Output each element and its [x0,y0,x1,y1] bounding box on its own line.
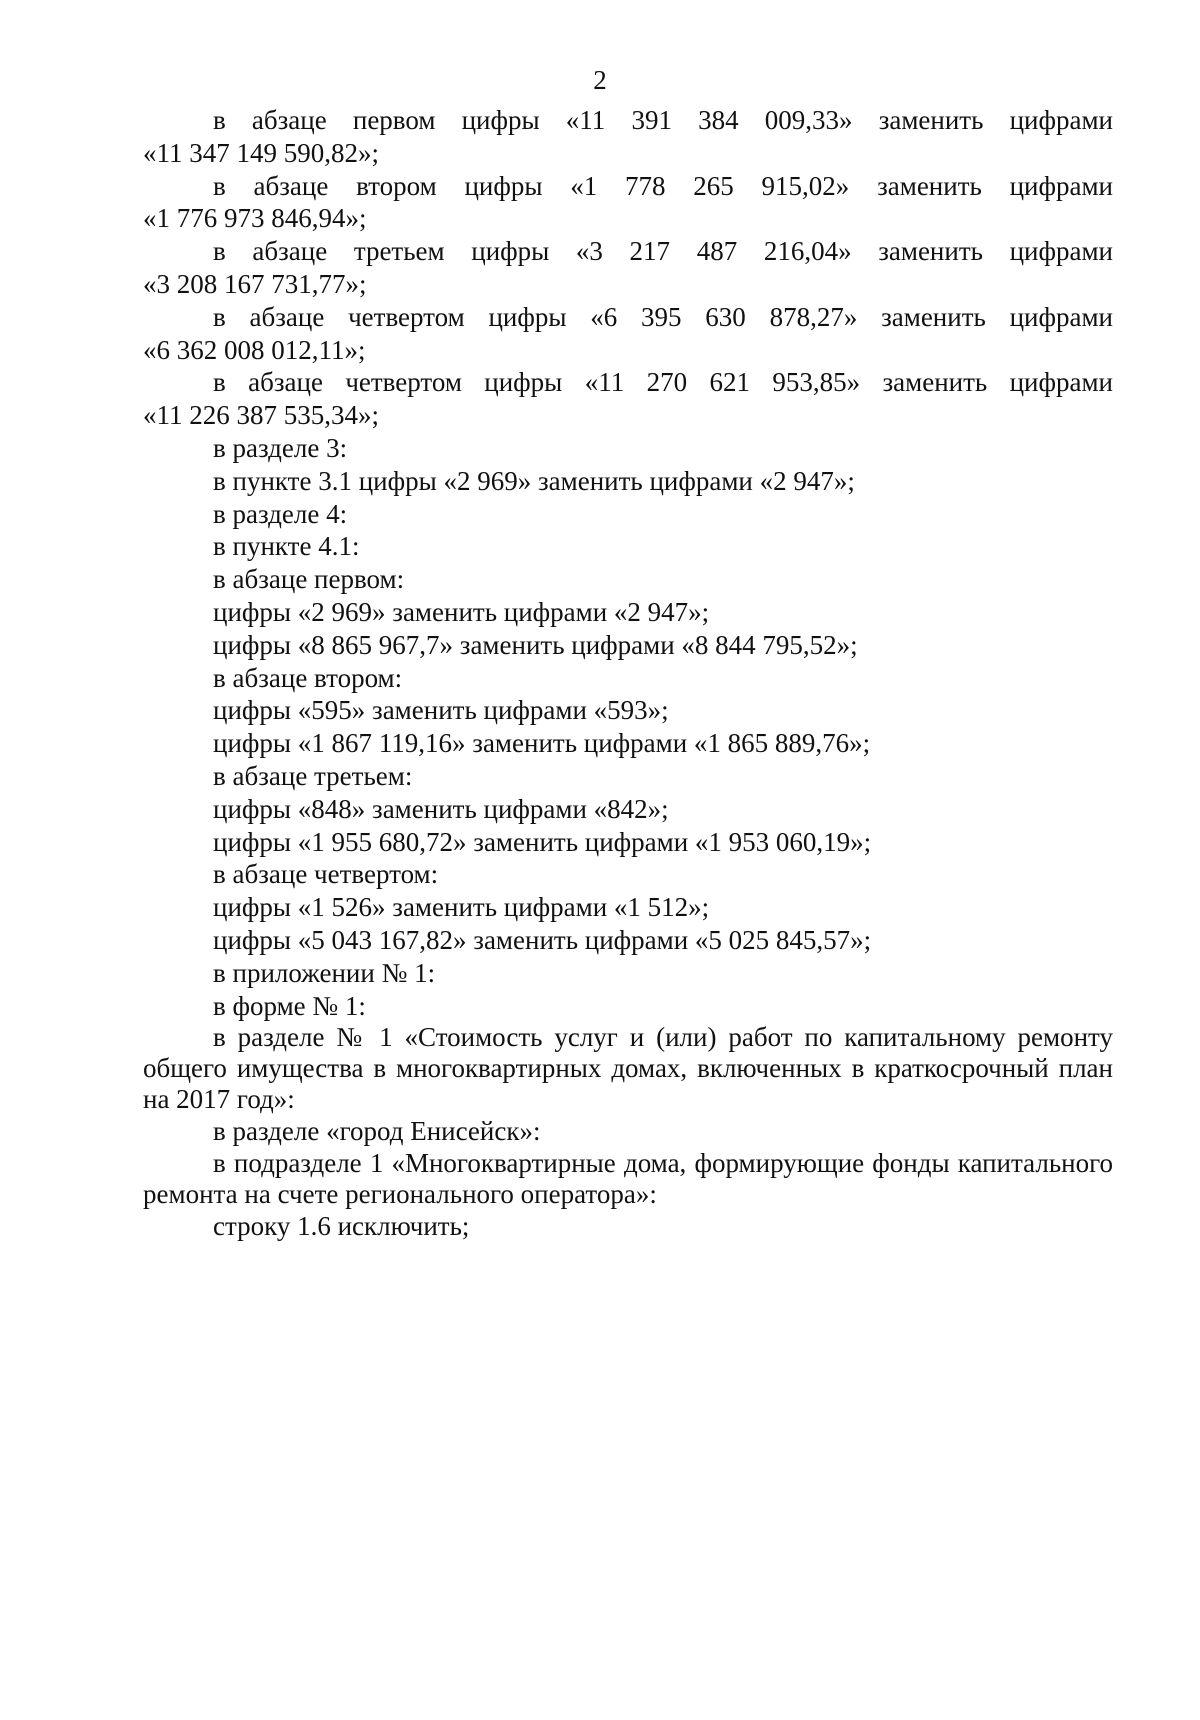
amendment-line: в разделе 3: [213,432,348,463]
amendment-paragraph: в разделе № 1 «Стоимость услуг и (или) работ по капитальному ремонту общего имущества в многоквартирных домах, включенных в краткосрочный план на 2017 год»: [143,1022,1113,1115]
amendment-line: в разделе «город Енисейск»: [213,1116,541,1147]
amendment-line: цифры «1 867 119,16» заменить цифрами «1 865 889,76»; [213,728,871,759]
amendment-line-continuation: «3 208 167 731,77»; [143,268,367,299]
amendment-line: в абзаце втором: [213,662,403,693]
amendment-line-first: в абзаце первом цифры «11 391 384 009,33» заменить цифрами [213,105,1113,135]
amendment-line: цифры «1 955 680,72» заменить цифрами «1 953 060,19»; [213,826,872,857]
amendment-line: в абзаце четвертом: [213,859,439,890]
amendment-line-first: в абзаце четвертом цифры «6 395 630 878,27» заменить цифрами [213,301,1113,332]
amendment-paragraph: в подразделе 1 «Многоквартирные дома, формирующие фонды капитального ремонта на счете регионального оператора»: [143,1148,1113,1210]
amendment-line-first: в абзаце втором цифры «1 778 265 915,02» заменить цифрами [213,170,1113,201]
document-body [143,104,1113,1243]
amendment-line: в пункте 4.1: [213,531,360,562]
amendment-line-first: в абзаце четвертом цифры «11 270 621 953,85» заменить цифрами [213,367,1113,398]
amendment-line: в пункте 3.1 цифры «2 969» заменить цифрами «2 947»; [213,465,855,496]
amendment-line: в разделе 4: [213,498,348,529]
amendment-line: в форме № 1: [213,990,366,1021]
amendment-line: цифры «8 865 967,7» заменить цифрами «8 844 795,52»; [213,629,858,660]
amendment-line-first: в абзаце третьем цифры «3 217 487 216,04» заменить цифрами [213,236,1113,267]
amendment-line: цифры «848» заменить цифрами «842»; [213,793,669,824]
amendment-line-continuation: «6 362 008 012,11»; [143,334,366,365]
amendment-line: цифры «1 526» заменить цифрами «1 512»; [213,892,710,923]
amendment-line: цифры «5 043 167,82» заменить цифрами «5 025 845,57»; [213,924,872,955]
amendment-line: в абзаце третьем: [213,760,413,791]
amendment-line: цифры «595» заменить цифрами «593»; [213,695,669,726]
amendment-line: цифры «2 969» заменить цифрами «2 947»; [213,596,710,627]
amendment-line: в приложении № 1: [213,957,436,988]
amendment-line-continuation: «11 226 387 535,34»; [143,400,379,431]
amendment-line-continuation: «11 347 149 590,82»; [143,137,379,168]
page-number: 2 [593,65,607,95]
amendment-line: строку 1.6 исключить; [213,1211,470,1242]
amendment-line: в абзаце первом: [213,564,405,595]
amendment-line-continuation: «1 776 973 846,94»; [143,203,367,234]
